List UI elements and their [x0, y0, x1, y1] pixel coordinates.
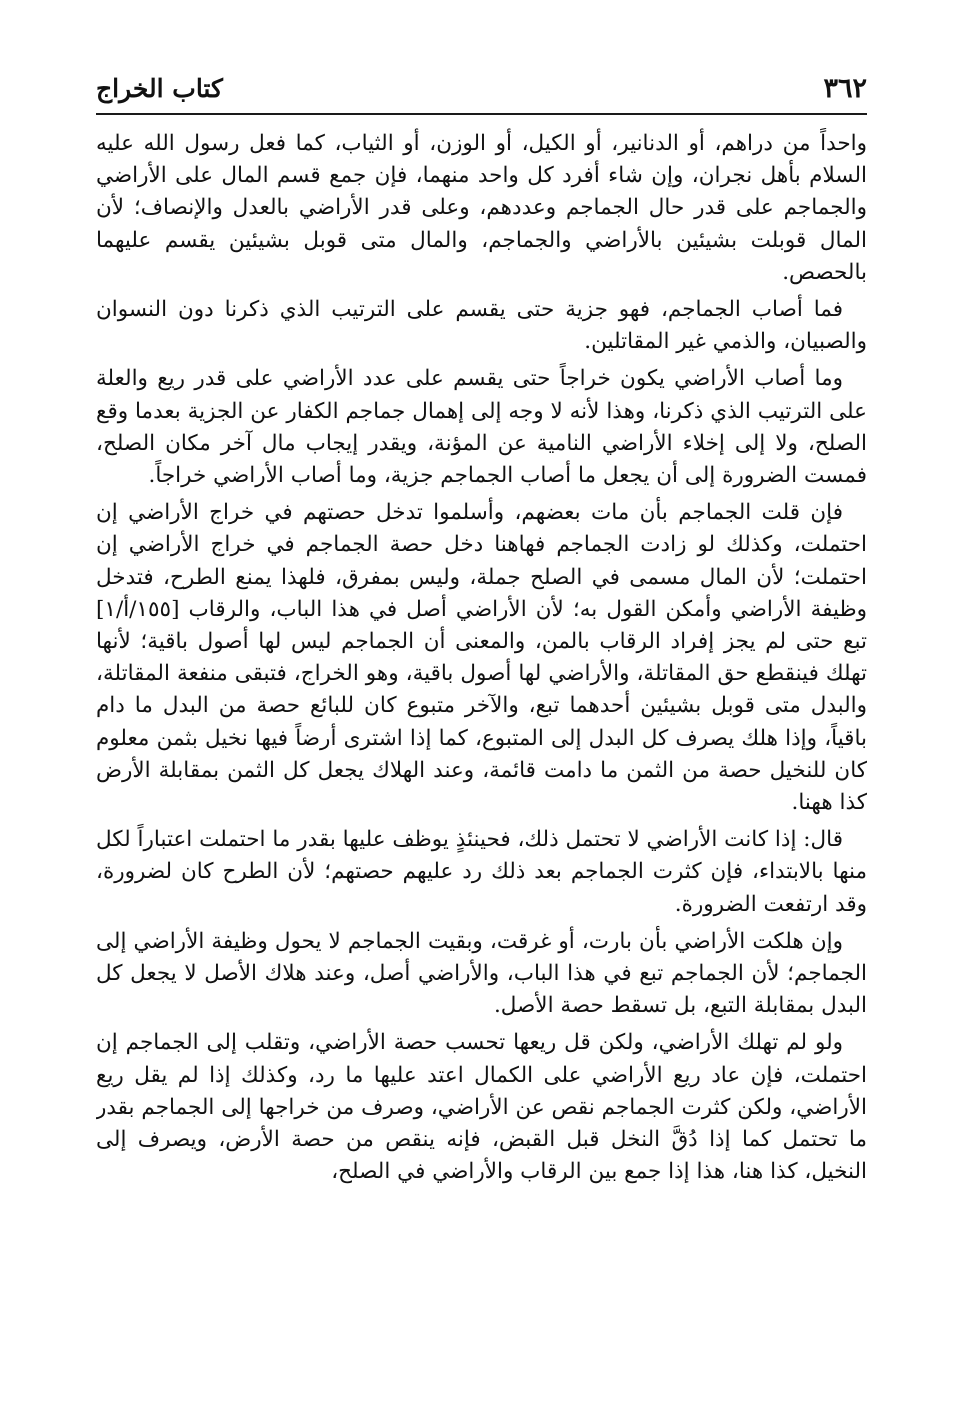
paragraph-5: قال: إذا كانت الأراضي لا تحتمل ذلك، فحينئذٍ يوظف عليها بقدر ما احتملت اعتباراً لكل منها بالابتداء، فإن كثرت الجماجم بعد ذلك رد عليهم حصتهم؛ لأن الطرح كان لضرورة، وقد ارتفعت الضرورة.	[96, 827, 867, 917]
body-text	[96, 128, 867, 1378]
paragraph-2: فما أصاب الجماجم، فهو جزية حتى يقسم على الترتيب الذي ذكرنا دون النسوان والصبيان، والذمي غير المقاتلين.	[96, 297, 867, 355]
paragraph-3: وما أصاب الأراضي يكون خراجاً حتى يقسم على عدد الأراضي على قدر ريع والعلة على الترتيب الذي ذكرنا، وهذا لأنه لا وجه إلى إهمال جماجم الكفار عن الجزية بعدما وقع الصلح، ولا إلى إخلاء الأراضي النامية عن المؤنة، ويقدر إيجاب مال آخر مكان الصلح، فمست الضرورة إلى أن يجعل ما أصاب الجماجم جزية، وما أصاب الأراضي خراجاً.	[96, 366, 867, 489]
header-divider	[96, 113, 867, 115]
page-number: ٣٦٢	[823, 73, 867, 104]
paragraph-7: ولو لم تهلك الأراضي، ولكن قل ريعها تحسب حصة الأراضي، وتقلب إلى الجماجم إن احتملت، فإن عاد ريع الأراضي على الكمال اعتد عليها ما رد، وكذلك إذا لم يقل ريع الأراضي، ولكن كثرت الجماجم نقص عن الأراضي، وصرف من خراجها إلى الجماجم بقدر ما تحتمل كما إذا دُقَّ النخل قبل القبض، فإنه ينقص من حصة الأرض، ويصرف إلى النخيل، كذا هنا، هذا إذا جمع بين الرقاب والأراضي في الصلح،	[96, 1030, 867, 1185]
page-header	[96, 70, 867, 110]
paragraph-4: فإن قلت الجماجم بأن مات بعضهم، وأسلموا تدخل حصتهم في خراج الأراضي إن احتملت، وكذلك لو زادت الجماجم فهاهنا دخل حصة الجماجم في خراج الأراضي إن احتملت؛ لأن المال مسمى في الصلح جملة، وليس بمفرق، فلهذا يمنع الطرح، فتدخل وظيفة الأراضي وأمكن القول به؛ لأن الأراضي أصل في هذا الباب، والرقاب [١٥٥/أ/١] تبع حتى لم يجز إفراد الرقاب بالمن، والمعنى أن الجماجم ليس لها أصول باقية؛ لأنها تهلك فينقطع حق المقاتلة، والأراضي لها أصول باقية، وهو الخراج، فتبقى منفعة المقاتلة، والبدل متى قوبل بشيئين أحدهما تبع، والآخر متبوع كان للبائع حصة من البدل ما دام باقياً، وإذا هلك يصرف كل البدل إلى المتبوع، كما إذا اشترى أرضاً فيها نخيل بثمن معلوم كان للنخيل حصة من الثمن ما دامت قائمة، وعند الهلاك يجعل كل الثمن بمقابلة الأرض كذا ههنا.	[96, 500, 867, 816]
paragraph-1: واحداً من دراهم، أو الدنانير، أو الكيل، أو الوزن، أو الثياب، كما فعل رسول الله عليه السلام بأهل نجران، وإن شاء أفرد كل واحد منهما، فإن جمع قسم المال على الأراضي والجماجم على قدر حال الجماجم وعددهم، وعلى قدر الأراضي بالعدل والإنصاف؛ لأن المال قوبلت بشيئين بالأراضي والجماجم، والمال متى قوبل بشيئين يقسم عليهما بالحصص.	[96, 131, 867, 285]
paragraph-6: وإن هلكت الأراضي بأن بارت، أو غرقت، وبقيت الجماجم لا يحول وظيفة الأراضي إلى الجماجم؛ لأن الجماجم تبع في هذا الباب، والأراضي أصل، وعند هلاك الأصل لا يجعل كل البدل بمقابلة التبع، بل تسقط حصة الأصل.	[96, 928, 867, 1019]
running-title: كتاب الخراج	[96, 74, 223, 103]
